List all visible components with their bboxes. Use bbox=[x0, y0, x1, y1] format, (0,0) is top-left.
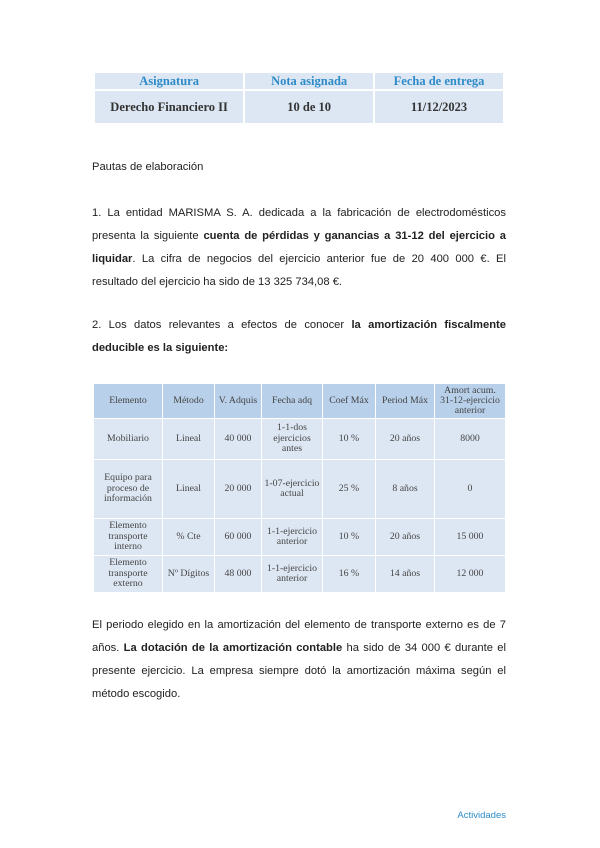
cell: Equipo para proceso de información bbox=[94, 460, 162, 518]
table-row bbox=[94, 556, 505, 592]
header-col-subject: Asignatura bbox=[95, 73, 243, 89]
table-header-row bbox=[94, 384, 505, 418]
col-acq-date: Fecha adq bbox=[262, 384, 322, 418]
paragraph-3-bold: La dotación de la amortización contable bbox=[123, 642, 343, 654]
cell: 1-07-ejercicio actual bbox=[262, 460, 322, 518]
cell: 0 bbox=[435, 460, 505, 518]
col-acq-value: V. Adquis bbox=[215, 384, 261, 418]
cell: Elemento transporte interno bbox=[94, 519, 162, 555]
cell: 20 años bbox=[376, 519, 434, 555]
cell: 10 % bbox=[323, 519, 375, 555]
cell: Elemento transporte externo bbox=[94, 556, 162, 592]
cell: 1-1-ejercicio anterior bbox=[262, 556, 322, 592]
section-title: Pautas de elaboración bbox=[92, 161, 204, 173]
cell: 48 000 bbox=[215, 556, 261, 592]
paragraph-3-text-a: El periodo elegido en la amortización del elemento de transporte externo es de 7 años. bbox=[92, 619, 506, 654]
table-row bbox=[94, 519, 505, 555]
col-max-period: Period Máx bbox=[376, 384, 434, 418]
cell: 60 000 bbox=[215, 519, 261, 555]
header-col-date: Fecha de entrega bbox=[375, 73, 503, 89]
col-method: Método bbox=[163, 384, 214, 418]
cell: 20 000 bbox=[215, 460, 261, 518]
header-col-grade: Nota asignada bbox=[245, 73, 373, 89]
table-row bbox=[94, 419, 505, 459]
paragraph-3-text-c: ha sido de 34 000 € durante el presente ejercicio. La empresa siempre dotó la amortización máxima según el método escogido. bbox=[92, 642, 506, 700]
paragraph-2-bold: la amortización fiscalmente deducible es la siguiente: bbox=[92, 319, 506, 354]
cell: 14 años bbox=[376, 556, 434, 592]
paragraph-1-text-a: 1. La entidad MARISMA S. A. dedicada a la fabricación de electrodomésticos presenta la siguiente bbox=[92, 207, 506, 242]
paragraph-2-text-a: 2. Los datos relevantes a efectos de conocer bbox=[92, 319, 352, 331]
cell: 16 % bbox=[323, 556, 375, 592]
table-row bbox=[94, 460, 505, 518]
paragraph-1 bbox=[92, 202, 506, 294]
cell: 1-1-dos ejercicios antes bbox=[262, 419, 322, 459]
cell: 20 años bbox=[376, 419, 434, 459]
paragraph-1-bold: cuenta de pérdidas y ganancias a 31-12 del ejercicio a liquidar bbox=[92, 230, 507, 265]
footer-label: Actividades bbox=[457, 810, 506, 821]
cell: 25 % bbox=[323, 460, 375, 518]
cell: 10 % bbox=[323, 419, 375, 459]
cell: 1-1-ejercicio anterior bbox=[262, 519, 322, 555]
paragraph-3 bbox=[92, 614, 506, 706]
cell: % Cte bbox=[163, 519, 214, 555]
paragraph-1-text-c: . La cifra de negocios del ejercicio anterior fue de 20 400 000 €. El resultado del ejercicio ha sido de 13 325 734,08 €. bbox=[92, 253, 506, 288]
col-accum-amort: Amort acum. 31-12-ejercicio anterior bbox=[435, 384, 505, 418]
cell: Lineal bbox=[163, 460, 214, 518]
paragraph-2 bbox=[92, 314, 506, 360]
cell: 15 000 bbox=[435, 519, 505, 555]
cell: 40 000 bbox=[215, 419, 261, 459]
cell: 12 000 bbox=[435, 556, 505, 592]
grade-value: 10 de 10 bbox=[245, 89, 373, 123]
cell: 8000 bbox=[435, 419, 505, 459]
amortization-table bbox=[93, 383, 506, 593]
date-value: 11/12/2023 bbox=[375, 89, 503, 123]
cell: Lineal bbox=[163, 419, 214, 459]
cell: 8 años bbox=[376, 460, 434, 518]
cell: Mobiliario bbox=[94, 419, 162, 459]
header-table bbox=[93, 73, 505, 123]
col-max-coef: Coef Máx bbox=[323, 384, 375, 418]
col-element: Elemento bbox=[94, 384, 162, 418]
cell: Nº Dígitos bbox=[163, 556, 214, 592]
subject-value: Derecho Financiero II bbox=[95, 89, 243, 123]
